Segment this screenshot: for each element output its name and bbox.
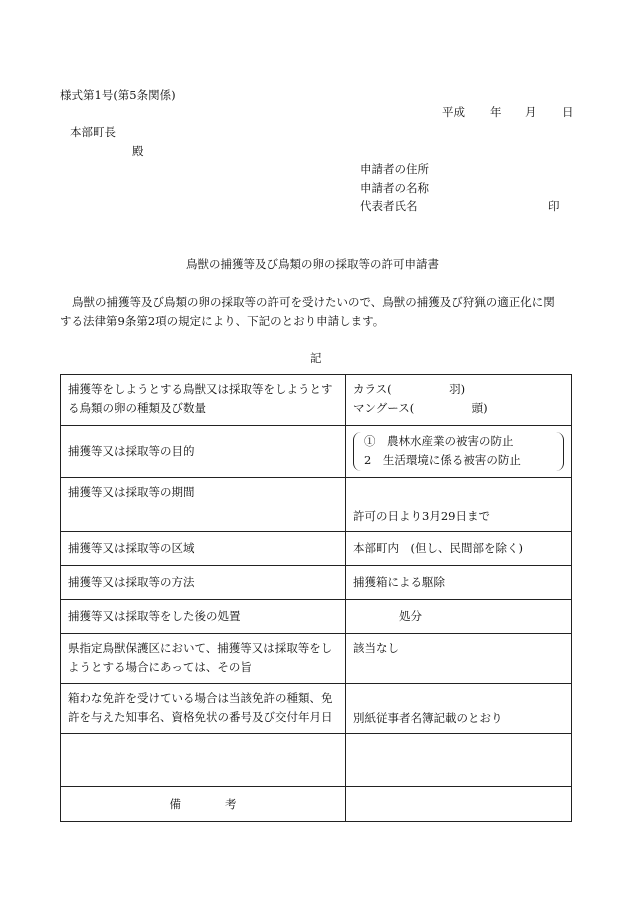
body-text-line2: する法律第9条第2項の規定により、下記のとおり申請します。: [60, 314, 385, 328]
purpose-option-1: ① 農林水産業の被害の防止: [364, 434, 514, 448]
license-value: 別紙従事者名簿記載のとおり: [353, 711, 503, 725]
date-month: 月: [525, 105, 537, 119]
period-value: 許可の日より3月29日まで: [353, 509, 490, 523]
protected-area-label: 県指定鳥獣保護区において、捕獲等又は採取等をし ようとする場合にあっては、その旨: [61, 634, 346, 683]
purpose-label: 捕獲等又は採取等の目的: [61, 426, 346, 477]
date-year: 年: [490, 105, 502, 119]
table-row: [61, 565, 571, 599]
purpose-value: [346, 426, 571, 477]
blank-cell: [346, 734, 571, 786]
blank-cell: [61, 734, 346, 786]
purpose-bracket: [353, 432, 564, 471]
area-value: 本部町内 (但し、民間部を除く): [353, 541, 523, 555]
recipient: 本部町長: [70, 125, 116, 139]
table-row: [61, 477, 571, 531]
purpose-option-2: 2 生活環境に係る被害の防止: [364, 453, 521, 467]
license-label: 箱わな免許を受けている場合は当該免許の種類、免 許を与えた知事名、資格免状の番号及び交付年月日: [61, 684, 346, 733]
date-era: 平成: [442, 105, 465, 119]
applicant-name-label: 申請者の名称: [360, 181, 429, 195]
applicant-address-label: 申請者の住所: [360, 162, 429, 176]
remarks-label: 備 考: [61, 787, 346, 821]
date-day: 日: [562, 105, 574, 119]
remarks-value: [346, 787, 571, 821]
method-label: 捕獲等又は採取等の方法: [61, 566, 346, 599]
table-row: [61, 683, 571, 733]
document-title: 鳥獣の捕獲等及び鳥類の卵の採取等の許可申請書: [186, 257, 439, 271]
application-table: [60, 374, 572, 822]
disposal-label: 捕獲等又は採取等をした後の処置: [61, 600, 346, 633]
table-row: [61, 733, 571, 786]
period-label: 捕獲等又は採取等の期間: [61, 478, 346, 531]
disposal-value: 処分: [399, 609, 422, 623]
species-label: 捕獲等をしようとする鳥獣又は採取等をしようとす る鳥類の卵の種類及び数量: [61, 375, 346, 425]
ki-heading: 記: [310, 351, 322, 365]
seal-label: 印: [548, 199, 560, 213]
table-row: [61, 375, 571, 425]
method-value: 捕獲箱による駆除: [353, 575, 445, 589]
table-row: [61, 531, 571, 565]
representative-label: 代表者氏名: [360, 199, 418, 213]
table-row: [61, 786, 571, 821]
area-label: 捕獲等又は採取等の区域: [61, 532, 346, 565]
form-number: 様式第1号(第5条関係): [60, 88, 176, 102]
table-row: [61, 599, 571, 633]
body-text-line1: 鳥獣の捕獲等及び鳥類の卵の採取等の許可を受けたいので、鳥獣の捕獲及び狩猟の適正化に関: [72, 295, 555, 309]
table-row: [61, 425, 571, 477]
table-row: [61, 633, 571, 683]
protected-area-value: 該当なし: [353, 641, 399, 655]
honorific: 殿: [132, 144, 144, 158]
species-value: カラス( 羽) マングース( 頭): [353, 382, 488, 415]
